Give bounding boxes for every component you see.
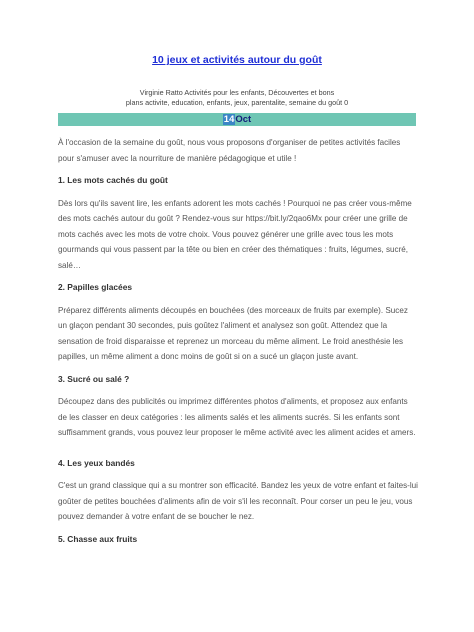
- section-paragraph: Découpez dans des publicités ou imprimez différentes photos d'aliments, et proposez aux enfants de les classer en deux catégories : les aliments salés et les aliments sucrés. Si les enfants sont suffisamment grands, vous pouvez leur proposer le même activité avec les aliment acides et amers.: [58, 397, 416, 437]
- section-heading: 1. Les mots cachés du goût: [58, 175, 168, 185]
- section-heading: 5. Chasse aux fruits: [58, 533, 138, 544]
- article-body: [58, 135, 418, 554]
- section-heading: 3. Sucré ou salé ?: [58, 373, 130, 384]
- section-paragraph: C'est un grand classique qui a su montrer son efficacité. Bandez les yeux de votre enfant et faites-lui goûter de petites bouchées d'aliments afin de voir s'il les reconnaît. Pour corser un peu le jeu, vous pouvez demander à votre enfant de se boucher le nez.: [58, 481, 418, 521]
- date-month: Oct: [235, 114, 252, 125]
- date-day: 14: [223, 114, 235, 125]
- section-paragraph: Dès lors qu'ils savent lire, les enfants adorent les mots cachés ! Pourquoi ne pas créer vous-même des mots cachés autour du goût ? Rendez-vous sur https://bit.ly/2qao6Mx pour créer une grille de mots cachés avec les mots de votre choix. Vous pouvez générer une grille avec tous les mots gourmands qui vous passent par la tête ou bien en créer des thématiques : fruits, légumes, sucré, salé…: [58, 198, 412, 270]
- intro-paragraph: À l'occasion de la semaine du goût, nous vous proposons d'organiser de petites activités faciles pour s'amuser avec la nourriture de manière pédagogique et utile !: [58, 138, 401, 163]
- section-heading: 4. Les yeux bandés: [58, 457, 135, 468]
- article-meta-line-2: plans activite, education, enfants, jeux, parentalite, semaine du goût 0: [125, 98, 349, 107]
- article-title[interactable]: 10 jeux et activités autour du goût: [152, 54, 322, 66]
- date-banner: [58, 113, 416, 126]
- article-meta-line-1: Virginie Ratto Activités pour les enfants, Découvertes et bons: [139, 88, 335, 97]
- section-paragraph: Préparez différents aliments découpés en bouchées (des morceaux de fruits par exemple). Sucez un glaçon pendant 30 secondes, puis goûtez l'aliment et analysez son goût. Attendez que la sensation de froid disparaisse et reprenez un morceau du même aliment. Le froid anesthésie les papilles, un même aliment a donc moins de goût si on a sucé un glaçon juste avant.: [58, 305, 408, 361]
- section-heading: 2. Papilles glacées: [58, 282, 133, 292]
